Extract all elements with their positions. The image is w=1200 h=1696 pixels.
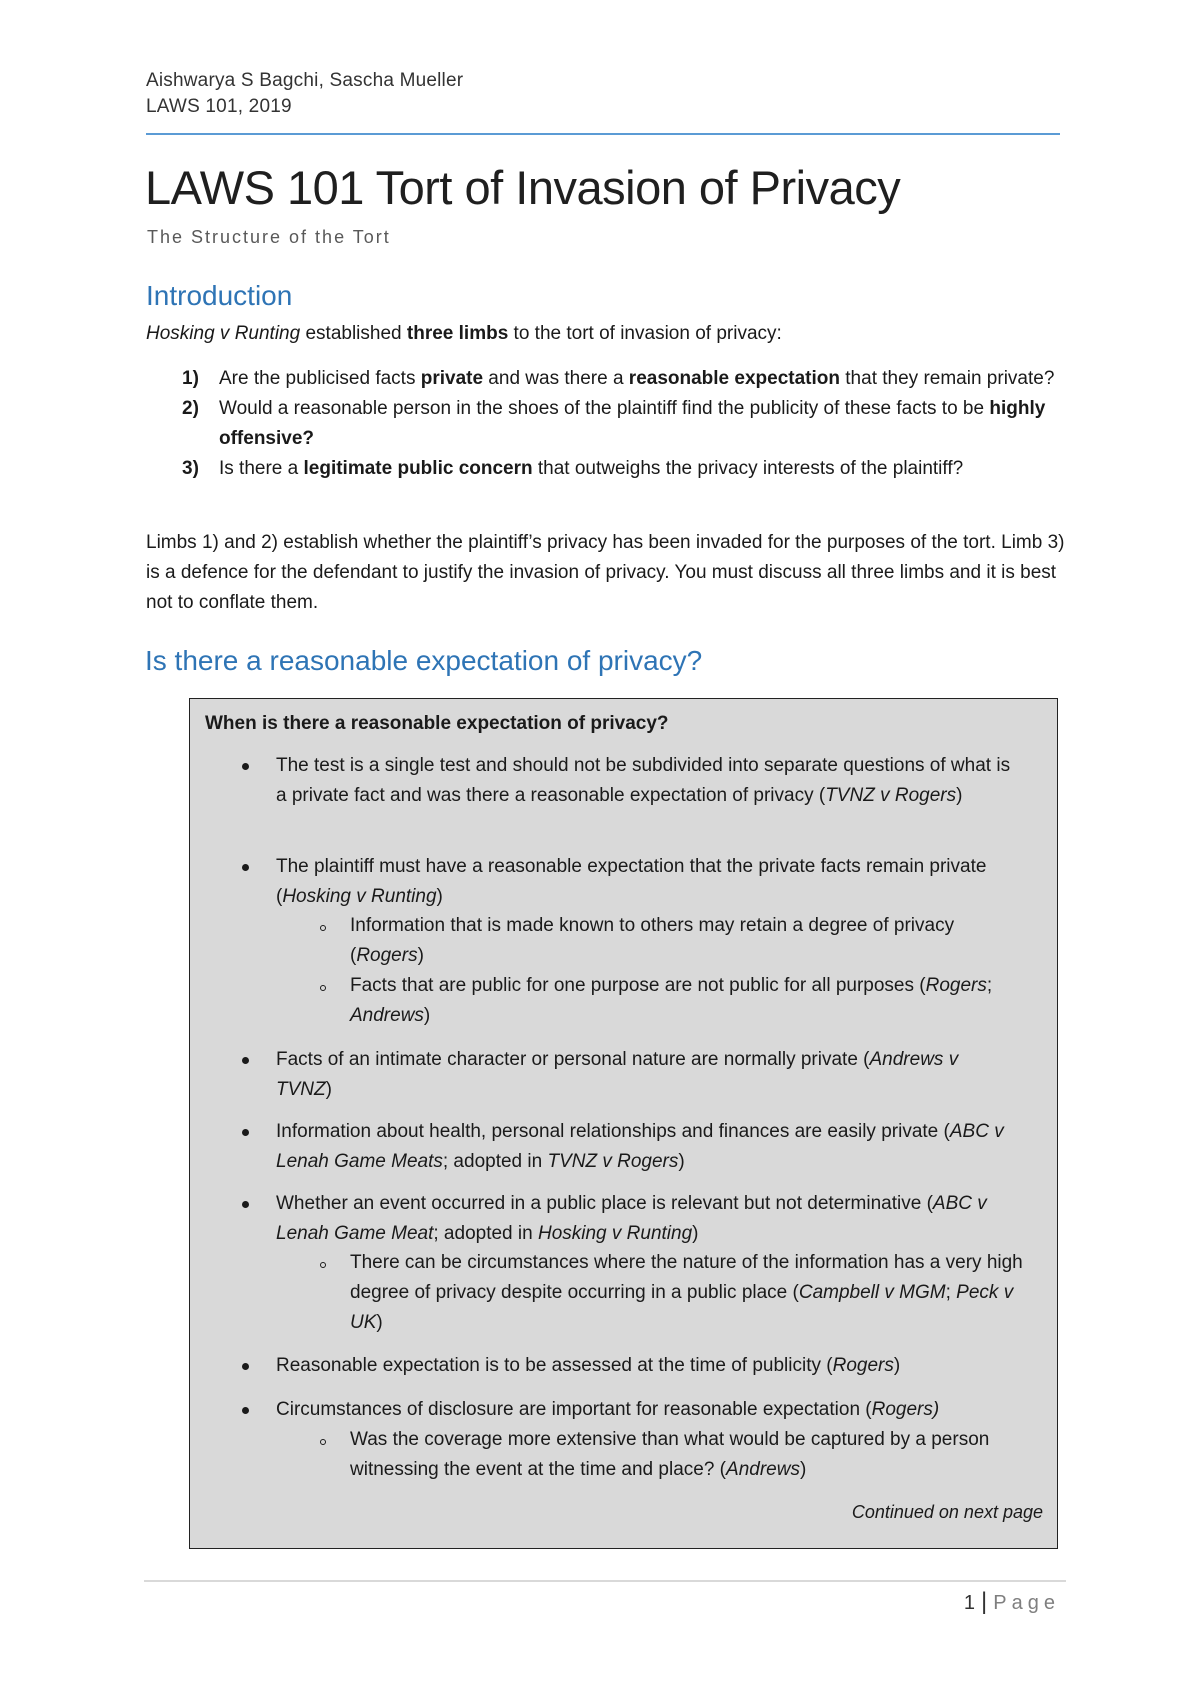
case-citation: Rogers) [871,1399,940,1420]
section-heading: Is there a reasonable expectation of privacy? [145,645,703,676]
bullet-icon [242,864,249,871]
page-label: Page [993,1592,1060,1614]
case-citation: Campbell v MGM [798,1282,946,1303]
intro-paragraph: Limbs 1) and 2) establish whether the plaintiff’s privacy has been invaded for the purposes of the tort. Limb 3) is a defence for the defendant to justify the invasion of privacy. You must discuss all three limbs and it is best not to conflate them. [146,532,1065,613]
case-citation: Hosking v Runting [537,1223,693,1244]
header-course: LAWS 101, 2019 [146,96,292,117]
document-title: LAWS 101 Tort of Invasion of Privacy [145,161,901,214]
case-citation: Rogers [925,975,987,996]
limb-number: 3) [182,458,199,479]
sub-bullet-item: There can be circumstances where the nature of the information has a very high degree of privacy despite occurring in a public place (Campbell v MGM; Peck v UK) [350,1248,1030,1338]
page-number: 1 [963,1592,976,1614]
limbs-list [146,364,1066,484]
bullet-icon [242,1363,249,1370]
bullet-icon [242,763,249,770]
footer-divider [144,1580,1066,1582]
bullet-item: The plaintiff must have a reasonable expectation that the private facts remain private (Hosking v Runting) [276,852,1016,912]
case-citation: Andrews [726,1459,800,1480]
limb-number: 1) [182,368,199,389]
case-citation: Hosking v Runting [282,886,437,907]
intro-lead: Hosking v Runting established three limbs to the tort of invasion of privacy: [146,323,782,344]
bullet-icon [242,1129,249,1136]
limb-item: 2) Would a reasonable person in the shoes of the plaintiff find the publicity of these facts to be highly offensive? [146,394,1066,454]
document-subtitle: The Structure of the Tort [147,227,391,247]
bullet-item: Circumstances of disclosure are important for reasonable expectation (Rogers) [276,1395,1016,1425]
case-citation: Rogers [356,945,418,966]
sub-bullet-item: Information that is made known to others may retain a degree of privacy (Rogers) [350,911,1030,971]
case-citation: Hosking v Runting [146,323,301,344]
bullet-item: Facts of an intimate character or personal nature are normally private (Andrews v TVNZ) [276,1045,1016,1105]
sub-bullet-item: Facts that are public for one purpose are not public for all purposes (Rogers; Andrews) [350,971,1030,1031]
case-citation: Peck v UK [350,1282,1014,1333]
sub-bullet-icon [320,1262,326,1268]
limb-item: 1) Are the publicised facts private and was there a reasonable expectation that they remain private? [146,364,1066,394]
sub-bullet-icon [320,1439,326,1445]
sub-bullet-icon [320,925,326,931]
header-divider [146,133,1060,135]
summary-box [189,698,1058,1549]
case-citation: Andrews [350,1005,424,1026]
bullet-icon [242,1057,249,1064]
bullet-item: The test is a single test and should not be subdivided into separate questions of what is a private fact and was there a reasonable expectation of privacy (TVNZ v Rogers) [276,751,1016,811]
sub-bullet-icon [320,985,326,991]
box-title: When is there a reasonable expectation of privacy? [205,713,669,734]
header-authors: Aishwarya S Bagchi, Sascha Mueller [146,70,464,91]
page-footer [964,1588,1060,1616]
introduction-heading: Introduction [146,280,293,311]
limb-number: 2) [182,398,199,419]
case-citation: ABC v Lenah Game Meat [276,1193,987,1244]
bullet-item: Reasonable expectation is to be assessed at the time of publicity (Rogers) [276,1351,1016,1381]
case-citation: TVNZ v Rogers [547,1151,679,1172]
bullet-item: Information about health, personal relationships and finances are easily private (ABC v Lenah Game Meats; adopted in TVNZ v Rogers) [276,1117,1016,1177]
bullet-item: Whether an event occurred in a public place is relevant but not determinative (ABC v Lenah Game Meat; adopted in Hosking v Runting) [276,1189,1016,1249]
footer-separator: | [981,1588,988,1615]
case-citation: ABC v Lenah Game Meats [276,1121,1004,1172]
case-citation: Rogers [832,1355,894,1376]
sub-bullet-item: Was the coverage more extensive than what would be captured by a person witnessing the event at the time and place? (Andrews) [350,1425,1030,1485]
limb-item: 3) Is there a legitimate public concern that outweighs the privacy interests of the plaintiff? [146,454,1066,484]
case-citation: Andrews v TVNZ [276,1049,959,1100]
bullet-icon [242,1407,249,1414]
bullet-icon [242,1201,249,1208]
continued-note: Continued on next page [851,1502,1043,1522]
case-citation: TVNZ v Rogers [825,785,957,806]
